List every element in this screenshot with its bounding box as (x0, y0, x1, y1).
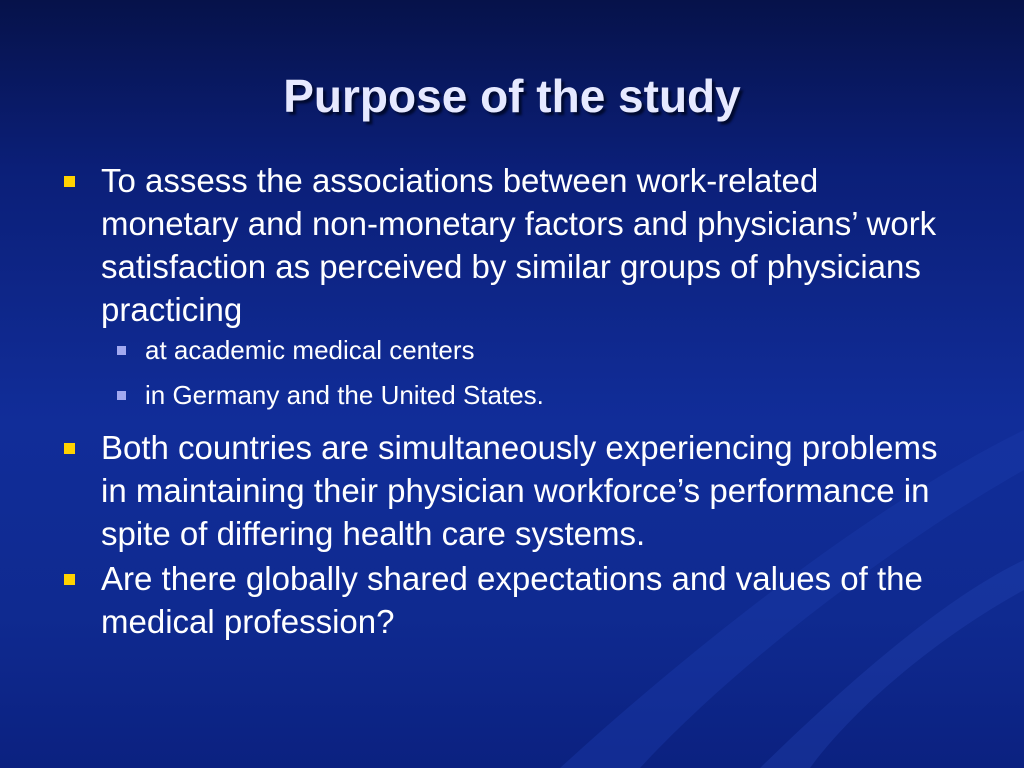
bullet-list (62, 159, 962, 645)
bullet-item (62, 426, 962, 555)
bullet-item (62, 159, 962, 331)
bullet-item (62, 557, 962, 643)
square-bullet-icon (64, 574, 75, 585)
sub-bullet-text: in Germany and the United States. (145, 380, 544, 410)
sub-bullet-item (62, 378, 962, 412)
bullet-text: To assess the associations between work-related monetary and non-monetary factors and physicians’ work satisfaction as perceived by similar groups of physicians practicing (101, 162, 937, 328)
bullet-text: Are there globally shared expectations and values of the medical profession? (101, 560, 923, 640)
square-bullet-icon (64, 443, 75, 454)
sub-bullet-text: at academic medical centers (145, 335, 475, 365)
sub-bullet-item (62, 333, 962, 367)
bullet-text: Both countries are simultaneously experiencing problems in maintaining their physician workforce’s performance in spite of differing health care systems. (101, 429, 938, 552)
slide-title: Purpose of the study (283, 70, 741, 122)
small-square-bullet-icon (117, 346, 126, 355)
square-bullet-icon (64, 176, 75, 187)
small-square-bullet-icon (117, 391, 126, 400)
